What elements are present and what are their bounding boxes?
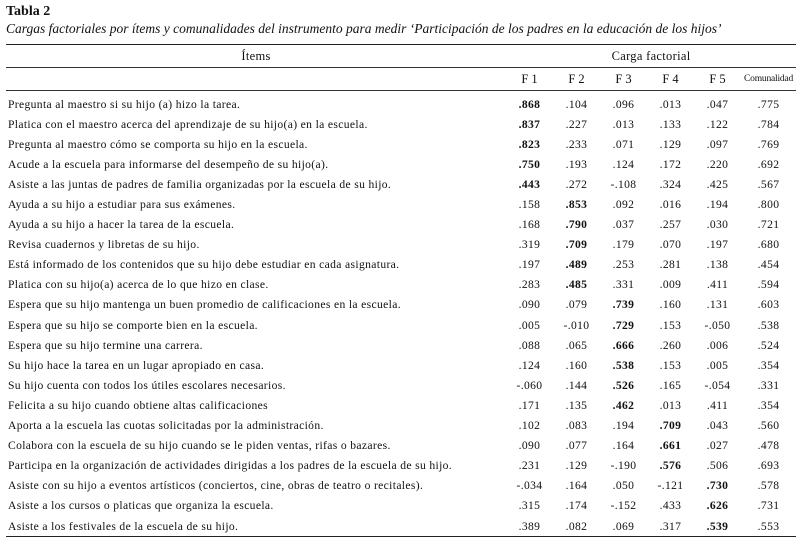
table-row [6, 315, 796, 335]
item-cell: Colabora con la escuela de su hijo cuando se le piden ventas, rifas o bazares. [8, 439, 391, 453]
value-cell-f5: .138 [706, 258, 729, 272]
value-cell-f3: .526 [612, 378, 635, 392]
item-cell: Platica con el maestro acerca del aprendizaje de su hijo(a) en la escuela. [8, 117, 368, 131]
value-cell-f2: .065 [565, 338, 588, 352]
value-cell-f3: .096 [612, 97, 635, 111]
value-cell-f1: .868 [518, 97, 541, 111]
value-cell-f5: .197 [706, 238, 729, 252]
value-cell-f4: .013 [659, 97, 682, 111]
value-cell-comunalidad: .784 [757, 117, 780, 131]
item-cell: Acude a la escuela para informarse del desempeño de su hijo(a). [8, 157, 329, 171]
value-cell-f4: .133 [659, 117, 682, 131]
value-cell-comunalidad: .680 [757, 238, 780, 252]
value-cell-comunalidad: .769 [757, 137, 780, 151]
value-cell-f3: .331 [612, 278, 635, 292]
value-cell-comunalidad: .454 [757, 258, 780, 272]
value-cell-f5: .194 [706, 198, 729, 212]
table-row [6, 215, 796, 235]
value-cell-f4: .160 [659, 298, 682, 312]
value-cell-comunalidad: .800 [757, 198, 780, 212]
value-cell-f2: .174 [565, 499, 588, 513]
table-row [6, 295, 796, 315]
value-cell-f3: .729 [612, 318, 635, 332]
item-cell: Asiste a las juntas de padres de familia organizadas por la escuela de su hijo. [8, 177, 392, 191]
value-cell-f2: .104 [565, 97, 588, 111]
value-cell-comunalidad: .775 [757, 97, 780, 111]
value-cell-f4: -.121 [657, 479, 684, 493]
value-cell-f4: .257 [659, 218, 682, 232]
item-cell: Está informado de los contenidos que su hijo debe estudiar en cada asignatura. [8, 258, 400, 272]
value-cell-comunalidad: .538 [757, 318, 780, 332]
value-cell-f3: .037 [612, 218, 635, 232]
value-cell-f1: .090 [518, 439, 541, 453]
value-cell-comunalidad: .560 [757, 419, 780, 433]
value-cell-f3: .538 [612, 358, 635, 372]
carga-factorial-header: Carga factorial [506, 45, 796, 68]
value-cell-f4: .281 [659, 258, 682, 272]
value-cell-f1: .124 [518, 358, 541, 372]
column-header-f4: F 4 [647, 68, 694, 91]
table-row [6, 114, 796, 134]
value-cell-f4: .172 [659, 157, 682, 171]
value-cell-f5: .006 [706, 338, 729, 352]
value-cell-f4: .324 [659, 177, 682, 191]
value-cell-f4: .260 [659, 338, 682, 352]
value-cell-f3: .013 [612, 117, 635, 131]
table-row [6, 194, 796, 214]
value-cell-f1: .315 [518, 499, 541, 513]
value-cell-f3: -.152 [610, 499, 637, 513]
value-cell-f3: .164 [612, 439, 635, 453]
value-cell-f5: .411 [706, 398, 729, 412]
value-cell-f2: .790 [565, 218, 588, 232]
value-cell-f3: -.108 [610, 177, 637, 191]
value-cell-f1: .319 [518, 238, 541, 252]
value-cell-f5: .030 [706, 218, 729, 232]
value-cell-f1: -.060 [516, 378, 543, 392]
value-cell-comunalidad: .553 [741, 516, 796, 537]
value-cell-f4: .153 [659, 358, 682, 372]
item-cell: Participa en la organización de actividades dirigidas a los padres de la escuela de su hijo. [8, 459, 453, 473]
item-cell: Espera que su hijo termine una carrera. [8, 338, 203, 352]
item-cell: Revisa cuadernos y libretas de su hijo. [8, 238, 200, 252]
column-header-row [6, 68, 796, 91]
table-body [6, 91, 796, 537]
value-cell-f3: .179 [612, 238, 635, 252]
value-cell-comunalidad: .478 [757, 439, 780, 453]
value-cell-f2: .079 [565, 298, 588, 312]
value-cell-f5: .425 [706, 177, 729, 191]
value-cell-f4: .709 [659, 419, 682, 433]
value-cell-f1: .443 [518, 177, 541, 191]
value-cell-comunalidad: .731 [757, 499, 780, 513]
value-cell-f5: -.054 [704, 378, 731, 392]
value-cell-f2: .227 [565, 117, 588, 131]
value-cell-comunalidad: .331 [757, 378, 780, 392]
value-cell-f3: -.190 [610, 459, 637, 473]
value-cell-f2: .853 [565, 198, 588, 212]
column-header-f5: F 5 [694, 68, 741, 91]
value-cell-f1: .197 [518, 258, 541, 272]
value-cell-comunalidad: .524 [757, 338, 780, 352]
value-cell-f1: .168 [518, 218, 541, 232]
value-cell-f5: .005 [706, 358, 729, 372]
value-cell-f5: .730 [706, 479, 729, 493]
item-cell: Su hijo cuenta con todos los útiles escolares necesarios. [8, 378, 286, 392]
value-cell-f5: -.050 [704, 318, 731, 332]
value-cell-f5: .047 [706, 97, 729, 111]
value-cell-f1: .171 [518, 398, 541, 412]
value-cell-f4: .016 [659, 198, 682, 212]
value-cell-f2: .164 [565, 479, 588, 493]
item-cell: Aporta a la escuela las cuotas solicitadas por la administración. [8, 419, 324, 433]
value-cell-comunalidad: .594 [757, 278, 780, 292]
item-cell: Ayuda a su hijo a estudiar para sus exámenes. [8, 198, 236, 212]
value-cell-f1: .823 [518, 137, 541, 151]
table-row [6, 335, 796, 355]
table-row [6, 395, 796, 415]
table-row [6, 355, 796, 375]
value-cell-f4: .165 [659, 378, 682, 392]
value-cell-f1: .005 [518, 318, 541, 332]
table-label: Tabla 2 [6, 4, 51, 19]
item-cell: Espera que su hijo mantenga un buen promedio de calificaciones en la escuela. [8, 298, 401, 312]
value-cell-f3: .092 [612, 198, 635, 212]
item-cell: Ayuda a su hijo a hacer la tarea de la escuela. [8, 218, 235, 232]
item-cell: Platica con su hijo(a) acerca de lo que hizo en clase. [8, 278, 269, 292]
value-cell-comunalidad: .567 [757, 177, 780, 191]
value-cell-f5: .539 [694, 516, 741, 537]
value-cell-f3: .739 [612, 298, 635, 312]
table-row [6, 375, 796, 395]
item-cell: Asiste a los cursos o platicas que organiza la escuela. [8, 499, 274, 513]
table-row [6, 255, 796, 275]
empty-header-cell [6, 68, 506, 91]
item-cell: Su hijo hace la tarea en un lugar apropiado en casa. [8, 358, 265, 372]
value-cell-f2: .489 [565, 258, 588, 272]
value-cell-f2: .193 [565, 157, 588, 171]
value-cell-f4: .576 [659, 459, 682, 473]
value-cell-f1: .090 [518, 298, 541, 312]
table-caption: Cargas factoriales por ítems y comunalidades del instrumento para medir ‘Participación de los padres en la educación de los hijos’ [6, 21, 722, 36]
value-cell-f2: .135 [565, 398, 588, 412]
value-cell-comunalidad: .721 [757, 218, 780, 232]
table-row [6, 416, 796, 436]
value-cell-f1: -.034 [516, 479, 543, 493]
table-row [6, 134, 796, 154]
table-row [6, 275, 796, 295]
value-cell-f2: .160 [565, 358, 588, 372]
item-cell: Espera que su hijo se comporte bien en la escuela. [8, 318, 258, 332]
value-cell-f2: .709 [565, 238, 588, 252]
value-cell-f4: .070 [659, 238, 682, 252]
value-cell-f4: .009 [659, 278, 682, 292]
value-cell-f5: .220 [706, 157, 729, 171]
value-cell-comunalidad: .693 [757, 459, 780, 473]
value-cell-f1: .158 [518, 198, 541, 212]
value-cell-f5: .626 [706, 499, 729, 513]
value-cell-f1: .102 [518, 419, 541, 433]
value-cell-f5: .122 [706, 117, 729, 131]
factor-loadings-table [6, 44, 796, 537]
value-cell-f2: -.010 [563, 318, 590, 332]
value-cell-f5: .506 [706, 459, 729, 473]
table-row [6, 456, 796, 476]
value-cell-f3: .050 [612, 479, 635, 493]
value-cell-f1: .088 [518, 338, 541, 352]
value-cell-f5: .097 [706, 137, 729, 151]
item-cell: Pregunta al maestro cómo se comporta su hijo en la escuela. [8, 137, 308, 151]
value-cell-f3: .462 [612, 398, 635, 412]
value-cell-comunalidad: .354 [757, 398, 780, 412]
value-cell-f3: .666 [612, 338, 635, 352]
value-cell-comunalidad: .603 [757, 298, 780, 312]
value-cell-f5: .043 [706, 419, 729, 433]
value-cell-f5: .027 [706, 439, 729, 453]
value-cell-f3: .124 [612, 157, 635, 171]
value-cell-f2: .082 [553, 516, 600, 537]
value-cell-comunalidad: .692 [757, 157, 780, 171]
value-cell-f1: .750 [518, 157, 541, 171]
value-cell-f4: .661 [659, 439, 682, 453]
value-cell-f1: .231 [518, 459, 541, 473]
item-cell: Pregunta al maestro si su hijo (a) hizo la tarea. [8, 97, 241, 111]
value-cell-f2: .077 [565, 439, 588, 453]
value-cell-f4: .317 [647, 516, 694, 537]
table-row [6, 516, 796, 537]
table-header-row [6, 45, 796, 68]
value-cell-f2: .485 [565, 278, 588, 292]
value-cell-f2: .272 [565, 177, 588, 191]
value-cell-f3: .071 [612, 137, 635, 151]
column-header-f1: F 1 [506, 68, 553, 91]
table-row [6, 154, 796, 174]
value-cell-f4: .129 [659, 137, 682, 151]
value-cell-f1: .283 [518, 278, 541, 292]
value-cell-f4: .013 [659, 398, 682, 412]
column-header-comunalidad: Comunalidad [741, 68, 796, 91]
value-cell-f1: .837 [518, 117, 541, 131]
table-row [6, 174, 796, 194]
table-row [6, 476, 796, 496]
value-cell-f1: .389 [506, 516, 553, 537]
value-cell-f2: .233 [565, 137, 588, 151]
column-header-f2: F 2 [553, 68, 600, 91]
value-cell-f3: .069 [600, 516, 647, 537]
value-cell-comunalidad: .354 [757, 358, 780, 372]
value-cell-f4: .433 [659, 499, 682, 513]
value-cell-f3: .194 [612, 419, 635, 433]
item-cell: Asiste a los festivales de la escuela de su hijo. [6, 516, 506, 537]
table-row [6, 91, 796, 115]
column-header-f3: F 3 [600, 68, 647, 91]
item-cell: Asiste con su hijo a eventos artísticos (conciertos, cine, obras de teatro o recitales). [8, 479, 424, 493]
items-header: Ítems [6, 45, 506, 68]
value-cell-f5: .411 [706, 278, 729, 292]
value-cell-f4: .153 [659, 318, 682, 332]
item-cell: Felicita a su hijo cuando obtiene altas calificaciones [8, 398, 269, 412]
table-row [6, 436, 796, 456]
table-row [6, 496, 796, 516]
value-cell-f2: .144 [565, 378, 588, 392]
value-cell-comunalidad: .578 [757, 479, 780, 493]
table-row [6, 235, 796, 255]
value-cell-f5: .131 [706, 298, 729, 312]
value-cell-f3: .253 [612, 258, 635, 272]
value-cell-f2: .083 [565, 419, 588, 433]
value-cell-f2: .129 [565, 459, 588, 473]
